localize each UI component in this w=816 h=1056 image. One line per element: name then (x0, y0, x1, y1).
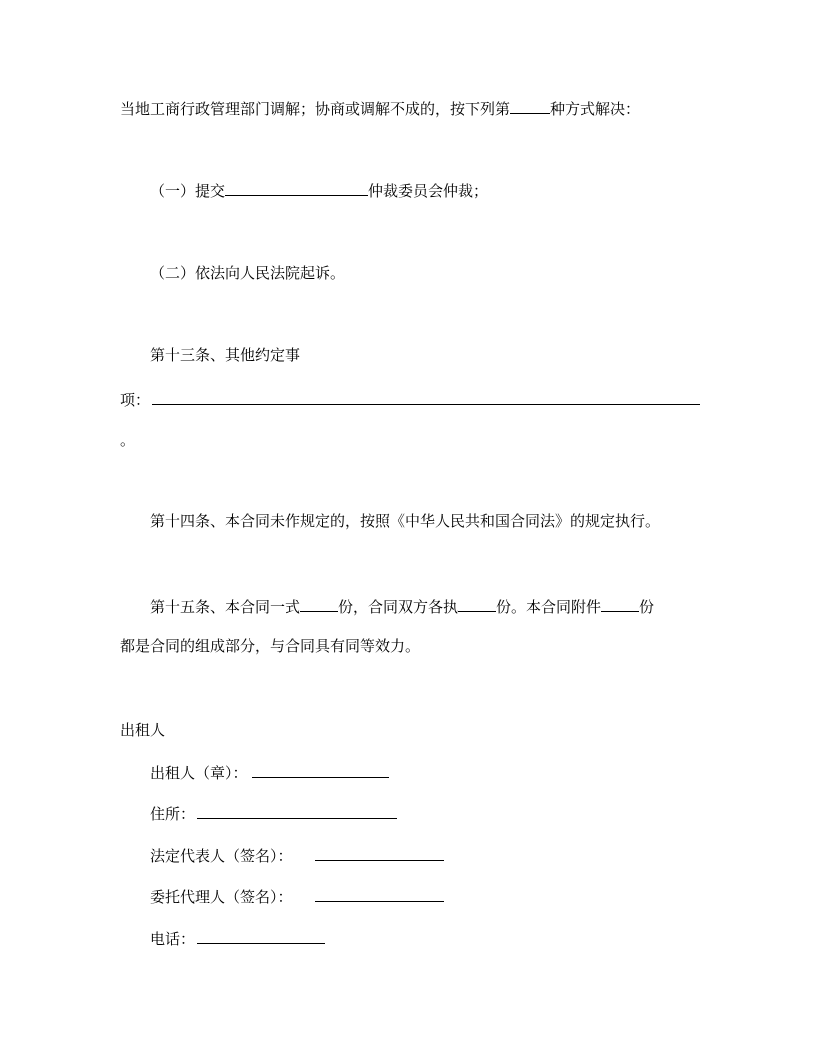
lessor-seal-blank[interactable] (252, 762, 389, 778)
article-13-heading (150, 345, 300, 365)
dispute-text-end: 种方式解决： (550, 100, 641, 118)
copies-total-blank[interactable] (300, 596, 338, 612)
lessor-phone-label: 电话： (150, 930, 196, 948)
lessor-address-blank[interactable] (197, 803, 397, 819)
lessor-legal-rep-line (150, 845, 444, 866)
article-13-line (120, 389, 700, 410)
litigation-option (150, 263, 345, 283)
lessor-title (120, 720, 165, 740)
article-15-continuation: 都是合同的组成部分，与合同具有同等效力。 (120, 637, 421, 655)
article-15-prefix: 第十五条、本合同一式 (150, 598, 301, 616)
article-13-end (120, 430, 135, 450)
method-number-blank[interactable] (510, 98, 550, 114)
article-14-text: 第十四条、本合同未作规定的，按照《中华人民共和国合同法》的规定执行。 (150, 512, 661, 530)
other-matters-blank[interactable] (152, 389, 700, 405)
article-15-suffix: 份 (639, 598, 655, 616)
article-13-label: 项： (120, 391, 151, 409)
arbitration-suffix: 仲裁委员会仲裁； (368, 182, 489, 200)
article-15-mid: 份，合同双方各执 (338, 598, 459, 616)
lessor-title-text: 出租人 (120, 721, 166, 739)
dispute-text: 当地工商行政管理部门调解；协商或调解不成的，按下列第 (120, 100, 511, 118)
article-15-line-2 (120, 636, 420, 656)
attachment-copies-blank[interactable] (601, 596, 639, 612)
dispute-resolution-line (120, 98, 640, 119)
lessor-legal-rep-label: 法定代表人（签名）： (150, 847, 293, 865)
copies-each-blank[interactable] (458, 596, 496, 612)
lessor-seal-label: 出租人（章）： (150, 764, 248, 782)
lessor-seal-line (150, 762, 389, 783)
lessor-agent-blank[interactable] (315, 886, 444, 902)
article-13-text: 第十三条、其他约定事 (150, 346, 301, 364)
article-15-line-1 (150, 596, 654, 617)
article-15-mid2: 份。本合同附件 (496, 598, 602, 616)
article-14 (150, 511, 660, 531)
lessor-agent-label: 委托代理人（签名）： (150, 888, 293, 906)
lessor-agent-line (150, 886, 444, 907)
litigation-text: （二）依法向人民法院起诉。 (150, 264, 346, 282)
arbitration-prefix: （一）提交 (150, 182, 226, 200)
arbitration-option (150, 180, 488, 201)
article-13-period: 。 (120, 431, 136, 449)
lessor-address-label: 住所： (150, 805, 196, 823)
arbitration-commission-blank[interactable] (225, 180, 368, 196)
lessor-phone-blank[interactable] (197, 928, 325, 944)
lessor-legal-rep-blank[interactable] (315, 845, 444, 861)
lessor-address-line (150, 803, 397, 824)
lessor-phone-line (150, 928, 325, 949)
